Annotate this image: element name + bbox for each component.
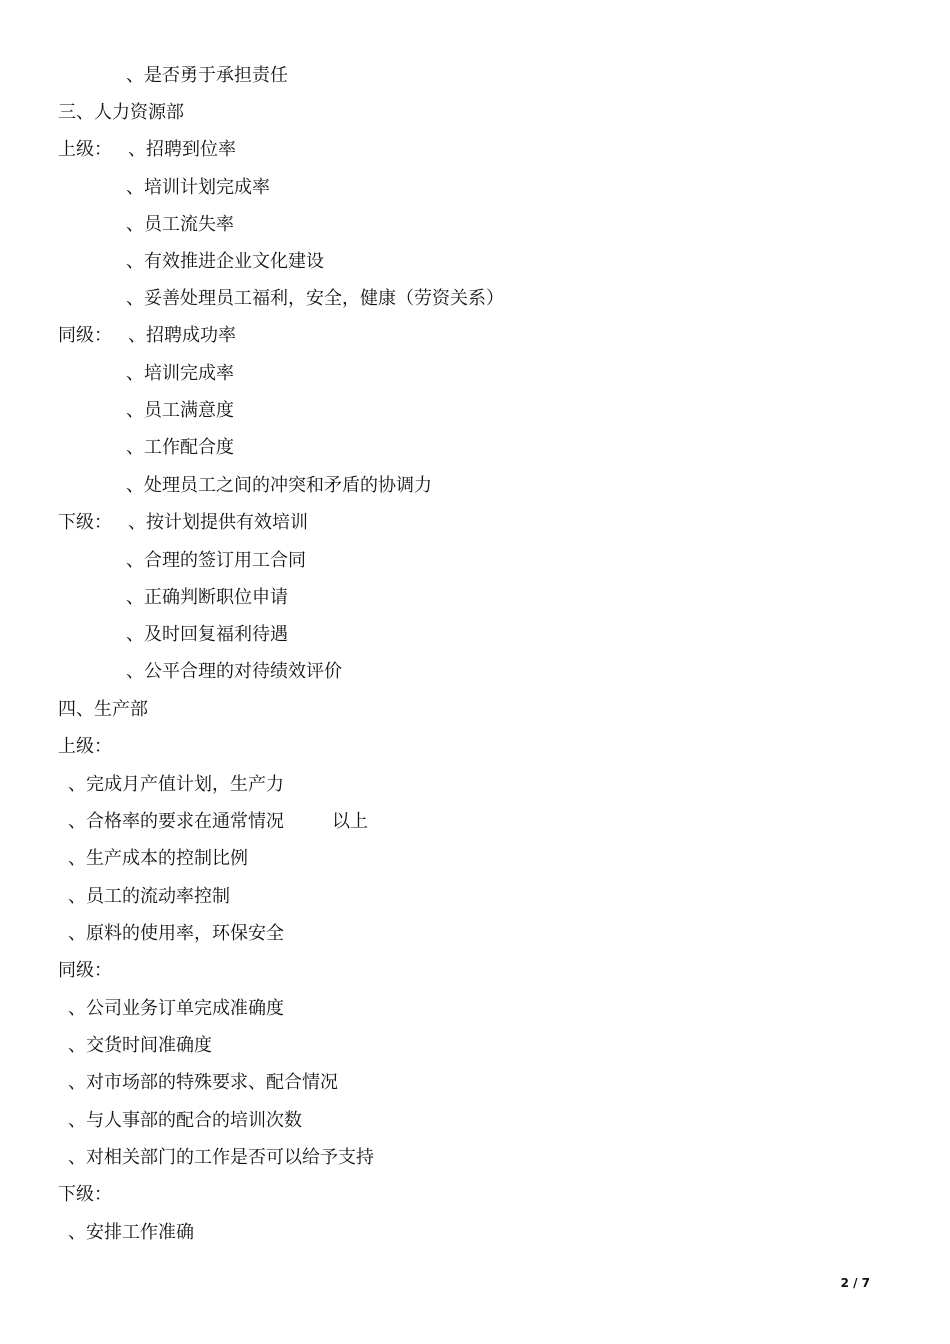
- list-item: 、培训完成率: [126, 363, 234, 384]
- list-item: 、妥善处理员工福利，安全，健康（劳资关系）: [126, 288, 504, 309]
- group-label: 同级：: [58, 960, 112, 981]
- list-item: 、安排工作准确: [68, 1222, 194, 1243]
- list-item: 、及时回复福利待遇: [126, 624, 288, 645]
- list-item: 、生产成本的控制比例: [68, 848, 248, 869]
- text-line: [58, 138, 236, 162]
- section-heading: 四、生产部: [58, 699, 148, 720]
- list-item: 、对市场部的特殊要求、配合情况: [68, 1072, 338, 1093]
- list-item: 、处理员工之间的冲突和矛盾的协调力: [126, 475, 432, 496]
- list-item: [68, 810, 368, 834]
- list-item: 、招聘成功率: [128, 325, 236, 346]
- list-item: 、按计划提供有效培训: [128, 512, 308, 533]
- list-item: 、有效推进企业文化建设: [126, 251, 324, 272]
- list-item: 、公司业务订单完成准确度: [68, 998, 284, 1019]
- text-line: 、是否勇于承担责任: [126, 65, 288, 86]
- section-heading: 三、人力资源部: [58, 102, 184, 123]
- group-label: 同级：: [58, 325, 112, 346]
- group-label: 上级：: [58, 736, 112, 757]
- page-number: 2 / 7: [840, 1276, 870, 1290]
- text-line: [58, 324, 236, 348]
- list-item-text: 、合格率的要求在通常情况: [68, 811, 284, 832]
- list-item: 、培训计划完成率: [126, 177, 270, 198]
- list-item: 、完成月产值计划，生产力: [68, 774, 284, 795]
- list-item: 、合理的签订用工合同: [126, 550, 306, 571]
- list-item: 、员工的流动率控制: [68, 886, 230, 907]
- text-line: [58, 511, 308, 535]
- group-label: 下级：: [58, 512, 112, 533]
- list-item: 、原料的使用率，环保安全: [68, 923, 284, 944]
- group-label: 上级：: [58, 139, 112, 160]
- list-item: 、招聘到位率: [128, 139, 236, 160]
- list-item: 、员工流失率: [126, 214, 234, 235]
- list-item: 、与人事部的配合的培训次数: [68, 1110, 302, 1131]
- list-item: 、公平合理的对待绩效评价: [126, 661, 342, 682]
- group-label: 下级：: [58, 1184, 112, 1205]
- list-item: 、工作配合度: [126, 437, 234, 458]
- list-item: 、员工满意度: [126, 400, 234, 421]
- list-item: 、对相关部门的工作是否可以给予支持: [68, 1147, 374, 1168]
- list-item: 、交货时间准确度: [68, 1035, 212, 1056]
- list-item: 、正确判断职位申请: [126, 587, 288, 608]
- list-item-suffix: 以上: [332, 811, 368, 832]
